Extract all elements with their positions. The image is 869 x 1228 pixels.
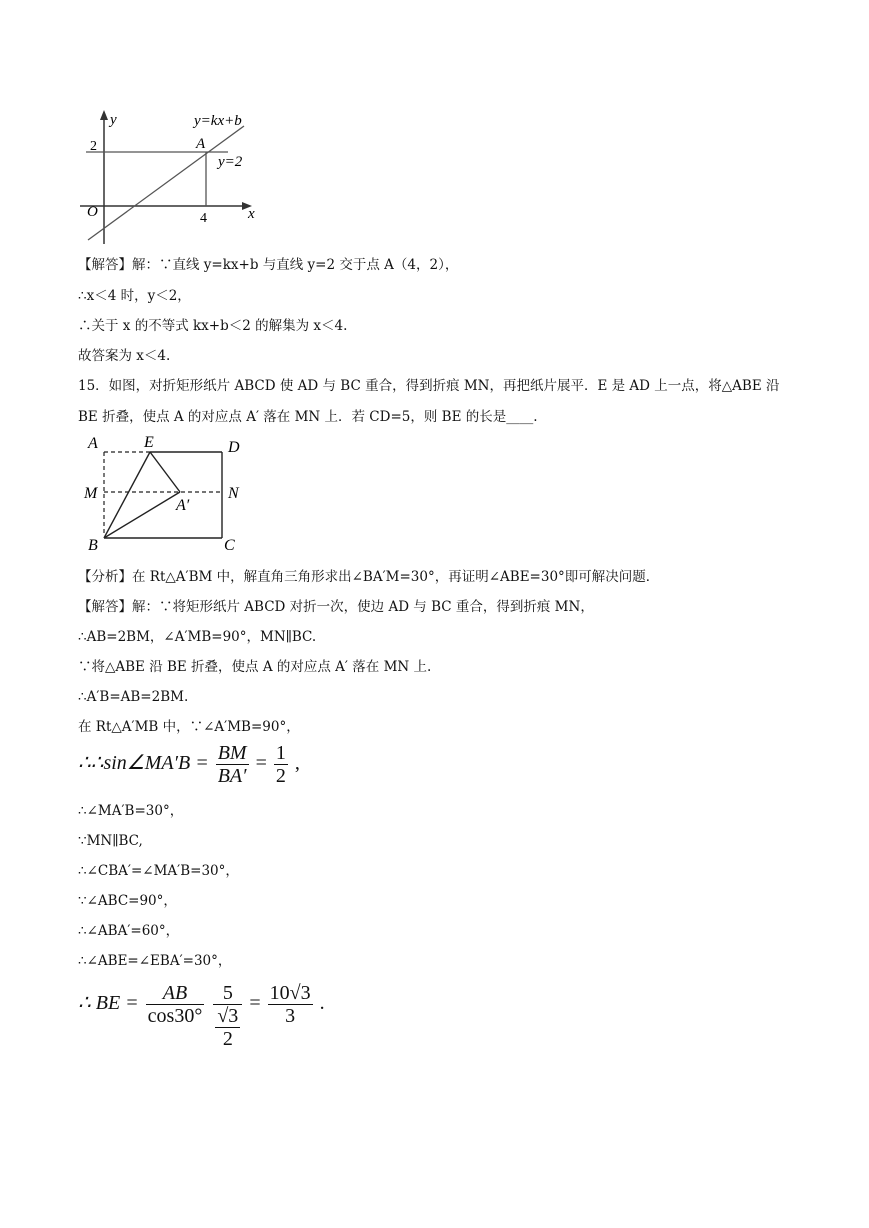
label-m: M	[84, 485, 98, 502]
eq2-den2-den: 2	[222, 1028, 233, 1050]
x-axis-label: x	[248, 206, 255, 222]
line-equation-label: y=kx+b	[194, 113, 242, 129]
q14-solution-line-3: ∴关于 x 的不等式 kx+b＜2 的解集为 x＜4.	[78, 318, 348, 334]
q15-solution-line-6: ∴∠MA′B=30°，	[78, 803, 184, 819]
eq2-prefix: ∴ BE =	[78, 992, 139, 1015]
q14-solution-line-1: 【解答】解：∵直线 y=kx+b 与直线 y=2 交于点 A（4，2），	[78, 257, 459, 273]
eq1-fraction-1	[216, 742, 249, 787]
y-axis-arrow	[100, 110, 108, 120]
eq2-fraction-2	[213, 982, 242, 1050]
q15-analysis: 【分析】在 Rt△A′BM 中，解直角三角形求出∠BA′M=30°，再证明∠ABE=30°即可解决问题．	[78, 569, 660, 585]
eq2-nested-fraction	[213, 1005, 242, 1050]
eq2-fraction-3	[268, 982, 313, 1027]
q15-solution-line-8: ∴∠CBA′=∠MA′B=30°，	[78, 863, 239, 879]
eq2-num2: 5	[213, 982, 242, 1005]
eq1-den2: 2	[275, 765, 286, 787]
eq2-equals: =	[249, 992, 261, 1015]
label-c: C	[224, 537, 235, 554]
q14-solution-line-4: 故答案为 x＜4.	[78, 348, 171, 364]
q15-question-line-1: 15．如图，对折矩形纸片 ABCD 使 AD 与 BC 重合，得到折痕 MN，再把纸片展平．E 是 AD 上一点，将△ABE 沿	[78, 378, 780, 394]
label-b: B	[88, 537, 98, 554]
eq2-den3: 3	[285, 1005, 296, 1027]
q15-solution-line-11: ∴∠ABE=∠EBA′=30°，	[78, 953, 232, 969]
q15-question-line-2: BE 折叠，使点 A 的对应点 A′ 落在 MN 上．若 CD=5，则 BE 的长是____.	[78, 409, 538, 425]
segment-be	[104, 452, 150, 538]
eq1-num2: 1	[275, 742, 286, 764]
label-n: N	[228, 485, 239, 502]
linear-graph-figure	[78, 108, 268, 246]
point-a-label: A	[196, 136, 206, 152]
eq1-num1: BM	[217, 742, 247, 764]
hline-equation-label: y=2	[218, 154, 243, 170]
folded-rectangle-figure	[82, 432, 252, 554]
segment-ba-prime	[104, 492, 180, 538]
equation-be	[78, 982, 325, 1050]
origin-label: O	[87, 204, 98, 220]
label-d: D	[228, 439, 240, 456]
label-e: E	[144, 434, 154, 451]
equation-sin	[78, 742, 300, 787]
eq2-fraction-1	[146, 982, 205, 1027]
eq1-fraction-2	[274, 742, 288, 787]
eq1-den1: BA′	[217, 765, 247, 787]
label-a-prime: A′	[176, 497, 190, 514]
eq2-num1: AB	[146, 982, 205, 1005]
eq2-suffix: .	[319, 992, 325, 1015]
eq2-num3: 10√3	[269, 982, 311, 1004]
q15-solution-line-3: ∵将△ABE 沿 BE 折叠，使点 A 的对应点 A′ 落在 MN 上.	[78, 659, 432, 675]
q15-solution-line-5: 在 Rt△A′MB 中，∵∠A′MB=90°，	[78, 719, 300, 735]
q15-solution-line-7: ∵MN∥BC,	[78, 833, 143, 849]
eq2-den2-num: √3	[217, 1005, 239, 1027]
q15-solution-line-10: ∴∠ABA′=60°，	[78, 923, 180, 939]
eq1-suffix: ,	[294, 752, 300, 775]
q15-solution-line-9: ∵∠ABC=90°，	[78, 893, 177, 909]
eq1-equals: =	[255, 752, 267, 775]
y-axis-label: y	[110, 112, 117, 128]
q15-solution-line-4: ∴A′B=AB=2BM.	[78, 689, 189, 705]
segment-ea-prime	[150, 452, 180, 492]
eq1-prefix: ∴∴sin∠MA′B =	[78, 752, 209, 775]
q15-solution-line-1: 【解答】解：∵将矩形纸片 ABCD 对折一次，使边 AD 与 BC 重合，得到折痕 MN，	[78, 599, 594, 615]
line-kx-b	[88, 126, 244, 240]
label-a: A	[88, 435, 98, 452]
eq2-den1: cos30°	[147, 1005, 203, 1027]
q15-solution-line-2: ∴AB=2BM，∠A′MB=90°，MN∥BC.	[78, 629, 317, 645]
q14-solution-line-2: ∴x＜4 时，y＜2，	[78, 288, 191, 304]
y-tick-label: 2	[90, 139, 97, 154]
x-tick-label: 4	[200, 211, 207, 226]
